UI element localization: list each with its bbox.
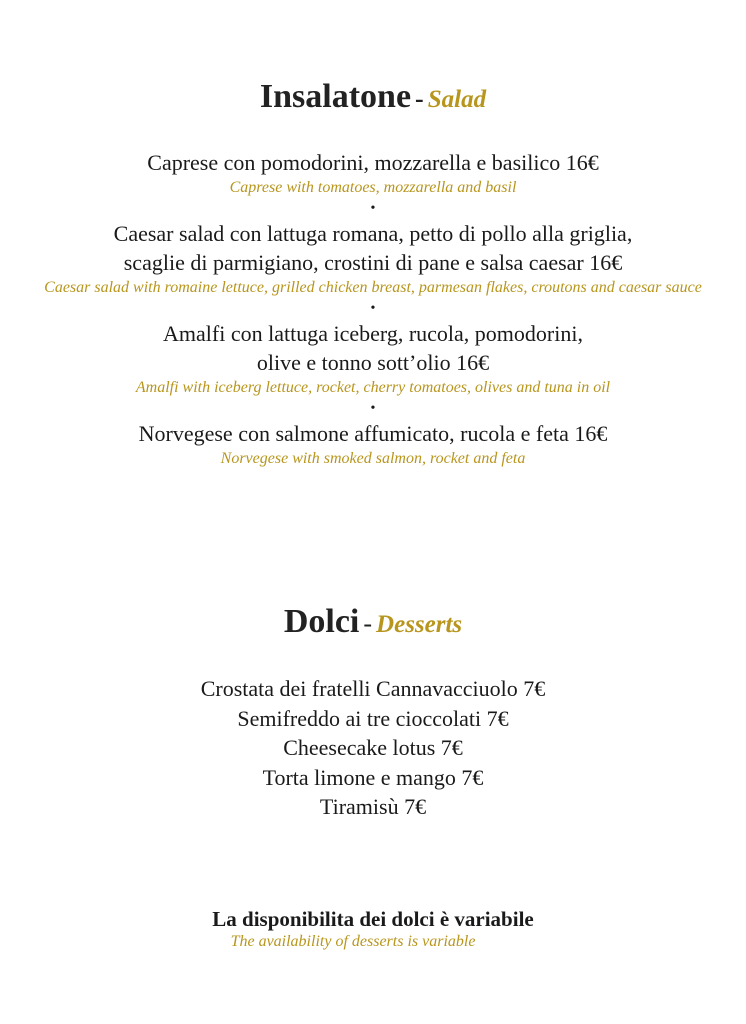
dessert-item: Crostata dei fratelli Cannavacciuolo 7€ bbox=[200, 676, 546, 701]
salad-items bbox=[0, 148, 746, 470]
salad-item-norvegese bbox=[0, 419, 746, 470]
salad-title-separator: - bbox=[415, 84, 424, 113]
salad-item-en: Caesar salad with romaine lettuce, grilled chicken breast, parmesan flakes, croutons and caesar sauce bbox=[44, 279, 702, 296]
dessert-section-title bbox=[0, 603, 746, 641]
availability-note-en: The availability of desserts is variable bbox=[230, 933, 476, 950]
salad-item-it: Caprese con pomodorini, mozzarella e basilico 16€ bbox=[147, 150, 599, 175]
dessert-item: Semifreddo ai tre cioccolati 7€ bbox=[237, 705, 509, 731]
dessert-item: Torta limone e mango 7€ bbox=[262, 764, 484, 790]
salad-title-en: Salad bbox=[427, 86, 487, 113]
dessert-title-en: Desserts bbox=[376, 611, 463, 638]
salad-item-it: Norvegese con salmone affumicato, rucola e feta 16€ bbox=[138, 421, 608, 446]
salad-title-it: Insalatone bbox=[259, 78, 412, 115]
bullet-separator: • bbox=[370, 401, 376, 416]
dessert-item: Cheesecake lotus 7€ bbox=[283, 735, 463, 760]
dessert-items bbox=[0, 674, 746, 822]
dessert-title-separator: - bbox=[363, 609, 373, 638]
salad-item-caprese bbox=[0, 148, 746, 199]
salad-section-title bbox=[0, 78, 746, 116]
availability-note-it: La disponibilita dei dolci è variabile bbox=[212, 907, 534, 931]
salad-item-en: Caprese with tomatoes, mozzarella and basil bbox=[229, 179, 517, 196]
salad-item-en: Norvegese with smoked salmon, rocket and feta bbox=[220, 450, 526, 467]
salad-item-it-line2: olive e tonno sott’olio 16€ bbox=[256, 350, 490, 375]
salad-item-en: Amalfi with iceberg lettuce, rocket, cherry tomatoes, olives and tuna in oil bbox=[135, 379, 611, 396]
bullet-separator: • bbox=[370, 201, 376, 216]
salad-item-it-line1: Amalfi con lattuga iceberg, rucola, pomodorini, bbox=[163, 321, 583, 346]
salad-item-it-line2: scaglie di parmigiano, crostini di pane e salsa caesar 16€ bbox=[123, 250, 623, 275]
availability-note bbox=[0, 906, 746, 952]
salad-item-caesar bbox=[0, 219, 746, 299]
salad-item-it-line1: Caesar salad con lattuga romana, petto di pollo alla griglia, bbox=[113, 221, 633, 246]
dessert-item: Tiramisù 7€ bbox=[319, 794, 427, 819]
salad-item-amalfi bbox=[0, 319, 746, 399]
bullet-separator: • bbox=[370, 301, 376, 316]
dessert-title-it: Dolci bbox=[283, 603, 360, 640]
